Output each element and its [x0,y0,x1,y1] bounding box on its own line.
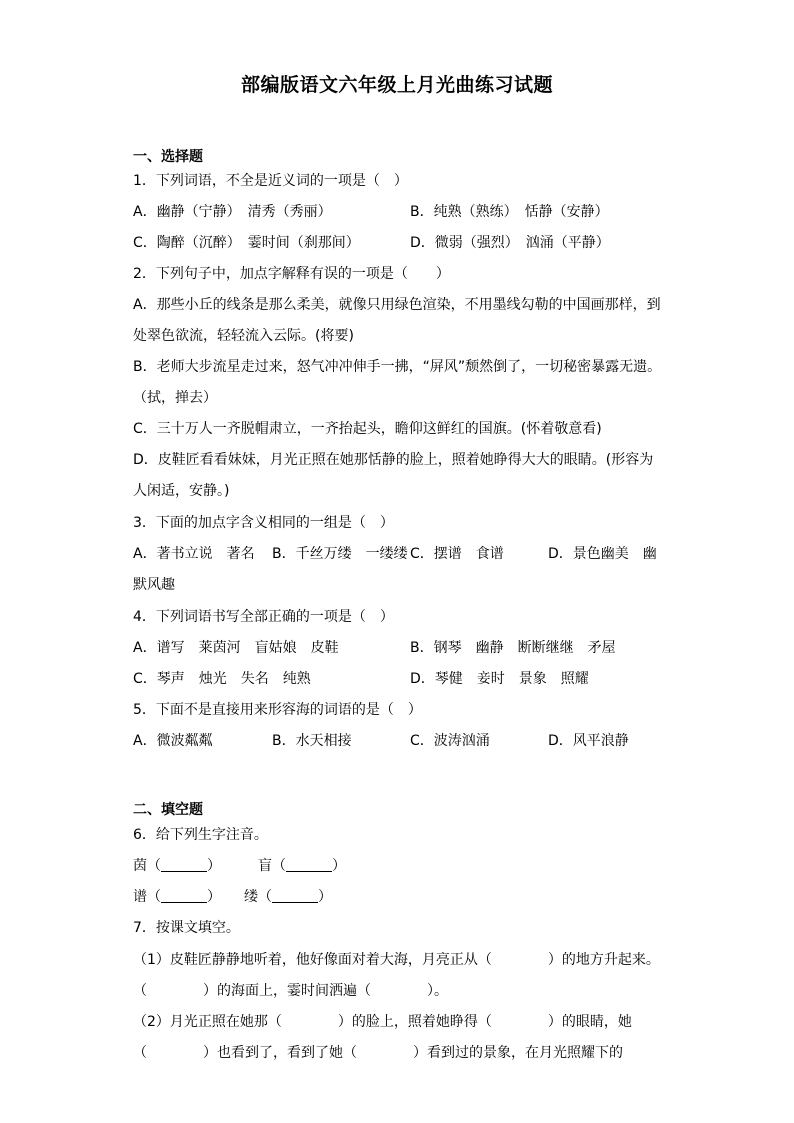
q6-close-4: ） [318,889,332,905]
q6-close-2: ） [332,858,346,874]
q6-word-1: 茵（ [133,858,161,874]
q6-item-4 [244,887,332,907]
q7-line-3: （2）月光正照在她那（ ）的脸上，照着她睁得（ ）的眼睛，她 [133,1014,632,1030]
q6-item-2 [258,856,346,876]
q5-option-d: D．风平浪静 [548,733,629,749]
q2-option-d-line2: 人闲适，安静。) [133,483,230,499]
q3-stem: 3．下面的加点字含义相同的一组是（ ） [133,515,394,531]
q1-option-c: C．陶醉（沉醉） 霎时间（刹那间） [133,235,360,251]
q3-option-d-cont: 默风趣 [133,577,175,593]
q7-stem: 7．按课文填空。 [133,920,240,936]
q7-line-2: （ ）的海面上，霎时间洒遍（ ）。 [133,983,448,999]
q2-stem: 2．下列句子中，加点字解释有误的一项是（ ） [133,266,450,282]
q6-stem: 6．给下列生字注音。 [133,827,268,843]
q2-option-a-line2: 处翠色欲流，轻轻流入云际。(将要) [133,328,354,344]
q2-option-b-line1: B．老师大步流星走过来，怒气冲冲伸手一拂，“屏风”颓然倒了，一切秘密暴露无遗。 [133,359,662,375]
q7-line-1: （1）皮鞋匠静静地听着，他好像面对着大海，月亮正从（ ）的地方升起来。 [133,952,660,968]
q6-answer-blank-3[interactable] [161,888,207,903]
q2-option-c: C．三十万人一齐脱帽肃立，一齐抬起头，瞻仰这鲜红的国旗。(怀着敬意看) [133,421,602,437]
page-title: 部编版语文六年级上月光曲练习试题 [240,74,553,96]
q6-answer-blank-1[interactable] [161,857,207,872]
q3-option-d: D．景色幽美 幽 [548,546,657,562]
section-heading-fill: 二、填空题 [133,802,203,818]
q6-item-3 [133,887,221,907]
q4-option-d: D．琴健 妾时 景象 照耀 [410,671,589,687]
q5-stem: 5．下面不是直接用来形容海的词语的是（ ） [133,702,422,718]
q4-option-b: B．钢琴 幽静 断断继继 矛屋 [410,640,616,656]
q1-option-d: D．微弱（强烈） 汹涌（平静） [410,235,610,251]
q1-option-a: A．幽静（宁静） 清秀（秀丽） [133,204,332,220]
q4-option-c: C．琴声 烛光 失名 纯熟 [133,671,311,687]
section-heading-choice: 一、选择题 [133,149,203,165]
q7-line-4: （ ）也看到了，看到了她（ ）看到过的景象，在月光照耀下的 [133,1045,623,1061]
q6-item-1 [133,856,221,876]
q6-close-3: ） [207,889,221,905]
q4-option-a: A．谱写 莱茵河 盲姑娘 皮鞋 [133,640,339,656]
q4-stem: 4．下列词语书写全部正确的一项是（ ） [133,609,394,625]
q6-word-3: 谱（ [133,889,161,905]
q6-answer-blank-2[interactable] [286,857,332,872]
q6-word-2: 盲（ [258,858,286,874]
q3-option-c: C．摆谱 食谱 [410,546,504,562]
q1-option-b: B．纯熟（熟练） 恬静（安静） [410,204,609,220]
q5-option-b: B．水天相接 [272,733,352,749]
q3-option-b: B．千丝万缕 一缕缕 [272,546,408,562]
q2-option-a-line1: A．那些小丘的线条是那么柔美，就像只用绿色渲染，不用墨线勾勒的中国画那样，到 [133,297,661,313]
q2-option-d-line1: D．皮鞋匠看看妹妹，月光正照在她那恬静的脸上，照着她睁得大大的眼睛。(形容为 [133,452,654,468]
q5-option-c: C．波涛汹涌 [410,733,490,749]
q3-option-a: A．著书立说 著名 [133,546,255,562]
q6-close-1: ） [207,858,221,874]
q5-option-a: A．微波粼粼 [133,733,213,749]
q2-option-b-line2: （拭，掸去） [133,390,217,406]
q6-answer-blank-4[interactable] [272,888,318,903]
q6-word-4: 缕（ [244,889,272,905]
q1-stem: 1．下列词语，不全是近义词的一项是（ ） [133,173,408,189]
